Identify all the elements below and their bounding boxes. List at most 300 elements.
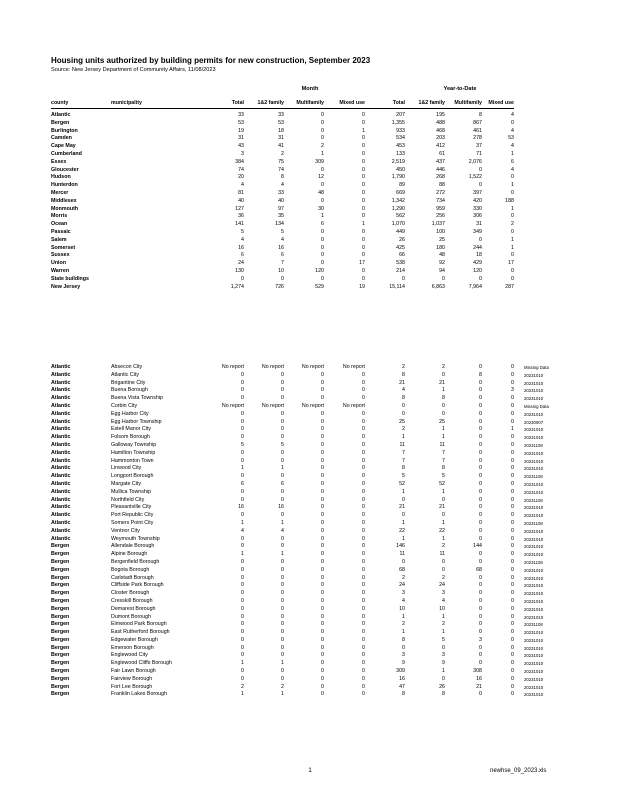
value-cell: 0 bbox=[321, 652, 324, 659]
value-cell: 278 bbox=[473, 135, 482, 142]
municipality-row bbox=[51, 512, 564, 520]
value-cell: 1 bbox=[362, 221, 365, 228]
value-cell: 412 bbox=[436, 143, 445, 150]
county-summary-table bbox=[51, 112, 514, 291]
value-cell: 0 bbox=[321, 613, 324, 620]
county-row bbox=[51, 198, 514, 206]
value-cell: 0 bbox=[362, 135, 365, 142]
value-cell: 437 bbox=[436, 158, 445, 165]
value-cell: 21 bbox=[439, 504, 445, 511]
report-date-cell: 20231108 bbox=[524, 497, 543, 503]
municipality-row bbox=[51, 684, 564, 692]
value-cell: 3 bbox=[479, 636, 482, 643]
municipality-name-cell: Hammonton Town bbox=[111, 457, 154, 464]
value-cell: 0 bbox=[362, 166, 365, 173]
county-name-cell: Bergen bbox=[51, 660, 70, 667]
municipality-name-cell: Hamilton Township bbox=[111, 449, 156, 456]
value-cell: 0 bbox=[479, 387, 482, 394]
value-cell: 24 bbox=[399, 582, 405, 589]
value-cell: 100 bbox=[436, 228, 445, 235]
value-cell: 0 bbox=[362, 371, 365, 378]
value-cell: 0 bbox=[241, 629, 244, 636]
value-cell: 0 bbox=[241, 566, 244, 573]
value-cell: 0 bbox=[479, 418, 482, 425]
county-name-cell: Salem bbox=[51, 236, 67, 243]
value-cell: 52 bbox=[399, 480, 405, 487]
col-ytd-mixed-use: Mixed use bbox=[482, 100, 514, 108]
value-cell: 0 bbox=[511, 613, 514, 620]
value-cell: 3 bbox=[442, 652, 445, 659]
value-cell: 2,076 bbox=[468, 158, 482, 165]
county-name-cell: Atlantic bbox=[51, 457, 71, 464]
county-name-cell: Atlantic bbox=[51, 480, 71, 487]
value-cell: 88 bbox=[439, 182, 445, 189]
value-cell: 8 bbox=[479, 112, 482, 118]
county-row bbox=[51, 159, 514, 167]
county-row bbox=[51, 112, 514, 120]
county-name-cell: Bergen bbox=[51, 675, 70, 682]
county-row bbox=[51, 174, 514, 182]
value-cell: 134 bbox=[275, 221, 284, 228]
value-cell: 669 bbox=[396, 189, 405, 196]
value-cell: 4 bbox=[511, 127, 514, 134]
col-county: county bbox=[51, 100, 111, 108]
value-cell: 9 bbox=[402, 660, 405, 667]
file-name: newhse_09_2023.xls bbox=[490, 768, 547, 774]
municipality-row bbox=[51, 637, 564, 645]
value-cell: 0 bbox=[479, 236, 482, 243]
municipality-row bbox=[51, 660, 564, 668]
county-name-cell: Ocean bbox=[51, 221, 68, 228]
value-cell: 0 bbox=[511, 496, 514, 503]
value-cell: 0 bbox=[511, 527, 514, 534]
municipality-row bbox=[51, 411, 564, 419]
report-date-cell: 20231010 bbox=[524, 591, 544, 597]
value-cell: 0 bbox=[362, 605, 365, 612]
value-cell: 0 bbox=[479, 182, 482, 189]
value-cell: 0 bbox=[321, 590, 324, 597]
value-cell: 0 bbox=[362, 143, 365, 150]
value-cell: No report bbox=[221, 402, 244, 409]
value-cell: 0 bbox=[321, 644, 324, 651]
value-cell: 0 bbox=[362, 465, 365, 472]
value-cell: 141 bbox=[235, 221, 244, 228]
report-date-cell: 20231010 bbox=[524, 583, 544, 589]
column-header-table bbox=[51, 100, 554, 109]
municipality-name-cell: Fair Lawn Borough bbox=[111, 668, 156, 675]
value-cell: 0 bbox=[479, 480, 482, 487]
value-cell: 1 bbox=[321, 213, 324, 220]
value-cell: 66 bbox=[399, 252, 405, 259]
column-header-row bbox=[51, 100, 554, 108]
value-cell: 0 bbox=[362, 379, 365, 386]
municipality-row bbox=[51, 528, 564, 536]
value-cell: 0 bbox=[362, 228, 365, 235]
value-cell: 3 bbox=[442, 590, 445, 597]
value-cell: 1 bbox=[442, 434, 445, 441]
report-date-cell: 20231010 bbox=[524, 637, 544, 643]
value-cell: 0 bbox=[241, 418, 244, 425]
value-cell: 0 bbox=[281, 418, 284, 425]
value-cell: 468 bbox=[436, 127, 445, 134]
value-cell: 0 bbox=[241, 535, 244, 542]
value-cell: 8 bbox=[281, 174, 284, 181]
value-cell: 74 bbox=[238, 166, 244, 173]
value-cell: 0 bbox=[321, 395, 324, 402]
value-cell: 0 bbox=[281, 473, 284, 480]
value-cell: 11 bbox=[399, 441, 405, 448]
value-cell: 450 bbox=[396, 166, 405, 173]
value-cell: 0 bbox=[241, 574, 244, 581]
col-month-total: Total bbox=[203, 100, 244, 108]
col-month-1-2-family: 1&2 family bbox=[244, 100, 284, 108]
value-cell: 0 bbox=[362, 636, 365, 643]
county-name-cell: Bergen bbox=[51, 652, 70, 659]
value-cell: 0 bbox=[241, 636, 244, 643]
value-cell: 0 bbox=[321, 252, 324, 259]
value-cell: 0 bbox=[241, 275, 244, 282]
county-row bbox=[51, 268, 514, 276]
value-cell: 127 bbox=[235, 205, 244, 212]
county-name-cell: Middlesex bbox=[51, 197, 77, 204]
value-cell: 0 bbox=[362, 244, 365, 251]
county-name-cell: Monmouth bbox=[51, 205, 79, 212]
value-cell: 1 bbox=[241, 465, 244, 472]
county-name-cell: Bergen bbox=[51, 668, 70, 675]
report-date-cell: 20231010 bbox=[524, 380, 544, 386]
value-cell: 0 bbox=[362, 652, 365, 659]
county-row bbox=[51, 206, 514, 214]
value-cell: 5 bbox=[281, 441, 284, 448]
value-cell: 1 bbox=[402, 434, 405, 441]
county-name-cell: Bergen bbox=[51, 574, 70, 581]
value-cell: 97 bbox=[278, 205, 284, 212]
municipality-row bbox=[51, 598, 564, 606]
value-cell: 0 bbox=[321, 434, 324, 441]
value-cell: 5 bbox=[241, 228, 244, 235]
value-cell: 1 bbox=[442, 387, 445, 394]
value-cell: 17 bbox=[359, 260, 365, 267]
value-cell: 68 bbox=[476, 566, 482, 573]
value-cell: No report bbox=[342, 364, 365, 370]
value-cell: 8 bbox=[402, 465, 405, 472]
county-name-cell: Atlantic bbox=[51, 488, 71, 495]
value-cell: 1 bbox=[442, 629, 445, 636]
value-cell: 0 bbox=[281, 449, 284, 456]
report-date-cell: 20231010 bbox=[524, 427, 544, 433]
value-cell: 0 bbox=[281, 535, 284, 542]
value-cell: 7 bbox=[281, 260, 284, 267]
value-cell: 207 bbox=[396, 112, 405, 118]
page-title: Housing units authorized by building permits for new construction, September 2023 bbox=[51, 56, 371, 65]
col-ytd-total: Total bbox=[365, 100, 405, 108]
value-cell: 1 bbox=[442, 668, 445, 675]
value-cell: 16 bbox=[278, 244, 284, 251]
value-cell: 0 bbox=[321, 379, 324, 386]
municipality-row bbox=[51, 551, 564, 559]
value-cell: 0 bbox=[321, 449, 324, 456]
value-cell: 7,964 bbox=[468, 283, 482, 290]
value-cell: 0 bbox=[479, 473, 482, 480]
value-cell: 1 bbox=[281, 465, 284, 472]
municipality-name-cell: Dumont Borough bbox=[111, 613, 152, 620]
value-cell: 1 bbox=[402, 535, 405, 542]
value-cell: 0 bbox=[321, 228, 324, 235]
value-cell: 31 bbox=[238, 135, 244, 142]
value-cell: 0 bbox=[321, 387, 324, 394]
value-cell: 0 bbox=[321, 668, 324, 675]
value-cell: 5 bbox=[442, 636, 445, 643]
report-date-cell: 20231010 bbox=[524, 575, 544, 581]
value-cell: 933 bbox=[396, 127, 405, 134]
value-cell: 0 bbox=[511, 364, 514, 370]
county-name-cell: Burlington bbox=[51, 127, 78, 134]
value-cell: 0 bbox=[281, 597, 284, 604]
municipality-name-cell: Weymouth Township bbox=[111, 535, 160, 542]
value-cell: 0 bbox=[362, 574, 365, 581]
value-cell: 16 bbox=[476, 675, 482, 682]
value-cell: 0 bbox=[281, 371, 284, 378]
municipality-row bbox=[51, 497, 564, 505]
value-cell: 0 bbox=[241, 597, 244, 604]
value-cell: 133 bbox=[396, 150, 405, 157]
value-cell: 0 bbox=[402, 275, 405, 282]
county-name-cell: Passaic bbox=[51, 228, 71, 235]
municipality-name-cell: Alpine Borough bbox=[111, 551, 148, 558]
value-cell: 0 bbox=[321, 512, 324, 519]
value-cell: 4 bbox=[241, 182, 244, 189]
value-cell: 0 bbox=[362, 213, 365, 220]
value-cell: 0 bbox=[511, 488, 514, 495]
value-cell: 33 bbox=[278, 112, 284, 118]
value-cell: 309 bbox=[315, 158, 324, 165]
value-cell: 0 bbox=[511, 519, 514, 526]
value-cell: 0 bbox=[479, 275, 482, 282]
value-cell: 0 bbox=[402, 496, 405, 503]
value-cell: 2 bbox=[402, 574, 405, 581]
value-cell: 30 bbox=[318, 205, 324, 212]
value-cell: 0 bbox=[241, 496, 244, 503]
value-cell: 4 bbox=[511, 166, 514, 173]
value-cell: 0 bbox=[241, 371, 244, 378]
municipality-row bbox=[51, 504, 564, 512]
value-cell: 0 bbox=[479, 574, 482, 581]
value-cell: 0 bbox=[281, 488, 284, 495]
value-cell: 0 bbox=[362, 675, 365, 682]
report-date-cell: 20231010 bbox=[524, 396, 544, 402]
value-cell: 0 bbox=[402, 410, 405, 417]
value-cell: 0 bbox=[362, 182, 365, 189]
value-cell: 6 bbox=[511, 158, 514, 165]
value-cell: 453 bbox=[396, 143, 405, 150]
county-row bbox=[51, 245, 514, 253]
county-name-cell: Atlantic bbox=[51, 519, 71, 526]
municipality-name-cell: Mullica Township bbox=[111, 488, 151, 495]
value-cell: 5 bbox=[281, 228, 284, 235]
municipality-name-cell: Closter Borough bbox=[111, 590, 150, 597]
value-cell: 0 bbox=[511, 683, 514, 690]
report-date-cell: 20231010 bbox=[524, 552, 544, 558]
value-cell: 0 bbox=[362, 590, 365, 597]
county-name-cell: Bergen bbox=[51, 597, 70, 604]
value-cell: 2 bbox=[442, 543, 445, 550]
value-cell: 0 bbox=[281, 629, 284, 636]
value-cell: 10 bbox=[278, 267, 284, 274]
municipality-row bbox=[51, 465, 564, 473]
value-cell: 1 bbox=[281, 551, 284, 558]
value-cell: 0 bbox=[321, 127, 324, 134]
value-cell: 0 bbox=[479, 621, 482, 628]
municipality-name-cell: Fairview Borough bbox=[111, 675, 153, 682]
value-cell: 0 bbox=[362, 691, 365, 698]
municipality-row bbox=[51, 395, 564, 403]
value-cell: 2 bbox=[442, 574, 445, 581]
value-cell: 2 bbox=[442, 621, 445, 628]
municipality-row bbox=[51, 380, 564, 388]
value-cell: 0 bbox=[321, 418, 324, 425]
municipality-row bbox=[51, 606, 564, 614]
county-name-cell: Atlantic bbox=[51, 387, 71, 394]
value-cell: 0 bbox=[241, 457, 244, 464]
value-cell: 397 bbox=[473, 189, 482, 196]
value-cell: 0 bbox=[511, 465, 514, 472]
col-ytd-multifamily: Multifamily bbox=[445, 100, 482, 108]
value-cell: 0 bbox=[241, 379, 244, 386]
value-cell: 0 bbox=[511, 512, 514, 519]
value-cell: 0 bbox=[479, 613, 482, 620]
value-cell: 429 bbox=[473, 260, 482, 267]
county-name-cell: Bergen bbox=[51, 551, 70, 558]
value-cell: 0 bbox=[479, 402, 482, 409]
value-cell: 9 bbox=[442, 660, 445, 667]
municipality-row bbox=[51, 559, 564, 567]
municipality-row bbox=[51, 543, 564, 551]
value-cell: 1 bbox=[442, 535, 445, 542]
value-cell: 1 bbox=[442, 613, 445, 620]
value-cell: 0 bbox=[511, 597, 514, 604]
value-cell: 244 bbox=[473, 244, 482, 251]
value-cell: 0 bbox=[362, 519, 365, 526]
value-cell: 0 bbox=[321, 119, 324, 126]
value-cell: 0 bbox=[479, 535, 482, 542]
value-cell: 0 bbox=[241, 621, 244, 628]
value-cell: 461 bbox=[473, 127, 482, 134]
value-cell: 92 bbox=[439, 260, 445, 267]
value-cell: 0 bbox=[281, 379, 284, 386]
value-cell: 0 bbox=[479, 590, 482, 597]
value-cell: 11 bbox=[399, 551, 405, 558]
county-name-cell: Hudson bbox=[51, 174, 71, 181]
value-cell: 0 bbox=[479, 519, 482, 526]
value-cell: 12 bbox=[318, 174, 324, 181]
value-cell: 53 bbox=[508, 135, 514, 142]
county-name-cell: Hunterdon bbox=[51, 182, 78, 189]
county-row bbox=[51, 276, 514, 284]
value-cell: 0 bbox=[479, 558, 482, 565]
value-cell: 0 bbox=[281, 574, 284, 581]
value-cell: 0 bbox=[281, 434, 284, 441]
county-row bbox=[51, 284, 514, 292]
value-cell: 22 bbox=[399, 527, 405, 534]
value-cell: 0 bbox=[511, 582, 514, 589]
value-cell: 0 bbox=[281, 543, 284, 550]
value-cell: 0 bbox=[321, 543, 324, 550]
value-cell: 0 bbox=[362, 504, 365, 511]
value-cell: 6 bbox=[241, 480, 244, 487]
value-cell: 1 bbox=[281, 691, 284, 698]
value-cell: 0 bbox=[321, 691, 324, 698]
value-cell: 0 bbox=[479, 691, 482, 698]
value-cell: 2 bbox=[402, 621, 405, 628]
municipality-name-cell: Emerson Borough bbox=[111, 644, 154, 651]
municipality-name-cell: Fort Lee Borough bbox=[111, 683, 153, 690]
municipality-name-cell: Somers Point City bbox=[111, 519, 154, 526]
value-cell: 0 bbox=[321, 527, 324, 534]
value-cell: 0 bbox=[321, 597, 324, 604]
report-date-cell: 20231010 bbox=[524, 481, 544, 487]
county-name-cell: Atlantic bbox=[51, 441, 71, 448]
value-cell: 24 bbox=[238, 260, 244, 267]
county-name-cell: Bergen bbox=[51, 629, 70, 636]
value-cell: 3 bbox=[402, 590, 405, 597]
value-cell: 308 bbox=[473, 668, 482, 675]
report-date-cell: 20231010 bbox=[524, 567, 544, 573]
municipality-name-cell: Buena Borough bbox=[111, 387, 148, 394]
value-cell: 53 bbox=[238, 119, 244, 126]
value-cell: 2 bbox=[281, 150, 284, 157]
value-cell: 0 bbox=[281, 590, 284, 597]
value-cell: 0 bbox=[281, 558, 284, 565]
value-cell: 0 bbox=[241, 675, 244, 682]
value-cell: 6,863 bbox=[431, 283, 445, 290]
value-cell: 47 bbox=[399, 683, 405, 690]
value-cell: 0 bbox=[321, 197, 324, 204]
municipality-row bbox=[51, 434, 564, 442]
value-cell: 384 bbox=[235, 158, 244, 165]
value-cell: 0 bbox=[511, 551, 514, 558]
value-cell: 0 bbox=[402, 512, 405, 519]
value-cell: 0 bbox=[362, 119, 365, 126]
value-cell: 31 bbox=[278, 135, 284, 142]
county-row bbox=[51, 252, 514, 260]
value-cell: 0 bbox=[281, 496, 284, 503]
value-cell: No report bbox=[301, 402, 324, 409]
value-cell: 74 bbox=[278, 166, 284, 173]
value-cell: 1 bbox=[241, 691, 244, 698]
value-cell: 0 bbox=[511, 189, 514, 196]
value-cell: 0 bbox=[241, 512, 244, 519]
value-cell: No report bbox=[342, 402, 365, 409]
report-date-cell: 20231010 bbox=[524, 489, 544, 495]
value-cell: 4 bbox=[281, 182, 284, 189]
value-cell: 8 bbox=[442, 465, 445, 472]
value-cell: 0 bbox=[442, 644, 445, 651]
report-date-cell: 20231108 bbox=[524, 520, 543, 526]
report-date-cell: Missing Data bbox=[524, 365, 549, 370]
value-cell: 0 bbox=[281, 387, 284, 394]
ytd-group-header: Year-to-Date bbox=[443, 86, 477, 92]
value-cell: 0 bbox=[442, 496, 445, 503]
value-cell: 0 bbox=[479, 465, 482, 472]
value-cell: 0 bbox=[241, 410, 244, 417]
value-cell: 19 bbox=[359, 283, 365, 290]
value-cell: 0 bbox=[321, 480, 324, 487]
value-cell: 144 bbox=[473, 543, 482, 550]
municipality-name-cell: Cresskill Borough bbox=[111, 597, 153, 604]
value-cell: 53 bbox=[278, 119, 284, 126]
value-cell: 0 bbox=[321, 605, 324, 612]
value-cell: 0 bbox=[321, 582, 324, 589]
